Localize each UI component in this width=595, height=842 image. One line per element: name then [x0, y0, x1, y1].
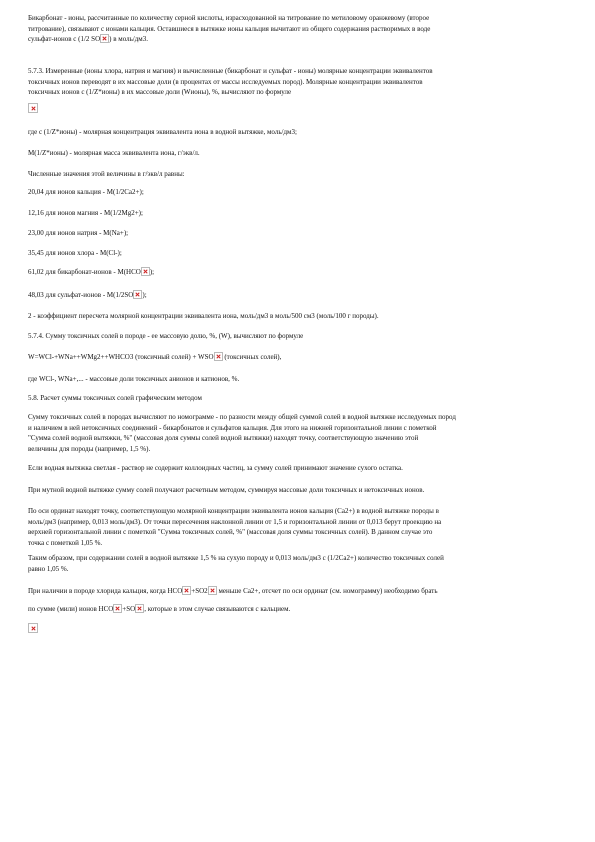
text-line-clear-extract: Если водная вытяжка светлая - раствор не содержит коллоидных частиц, за сумму солей принимают значение сухого остатка.: [28, 464, 403, 472]
paragraph-ordinate: [28, 506, 568, 548]
section-heading-5-8: 5.8. Расчет суммы токсичных солей графическим методом: [28, 394, 202, 402]
text-fragment: меньше Ca2+, отсчет по оси ординат (см. номограмму) необходимо брать: [218, 587, 438, 595]
paragraph-conclusion: [28, 553, 568, 574]
text-line: [28, 585, 568, 597]
broken-image-icon: [133, 290, 142, 299]
paragraph-nomogram: [28, 412, 568, 454]
value-sodium: 23,00 для ионов натрия - M(Na+);: [28, 229, 129, 237]
formula-image: [28, 103, 568, 115]
text-fragment: При наличии в породе хлорида кальция, когда HCO: [28, 587, 183, 595]
text-line-coefficient: 2 - коэффициент пересчета молярной концентрации эквивалента иона, моль/дм3 в моль/500 см3 (моль/100 г породы).: [28, 312, 379, 320]
text-fragment: );: [142, 291, 147, 299]
text-fragment: , которые в этом случае связываются с кальцием.: [144, 605, 291, 613]
text-fragment: 48,03 для сульфат-ионов - M(1/2SO: [28, 291, 134, 299]
value-calcium: 20,04 для ионов кальция - M(1/2Ca2+);: [28, 188, 144, 196]
broken-image-icon: [208, 586, 217, 595]
text-line: равно 1,05 %.: [28, 564, 69, 573]
text-fragment: +SO2: [191, 587, 208, 595]
broken-image-icon: [28, 103, 38, 113]
text-line: и наличием в ней нетоксичных соединений - бикарбонатов и сульфатов кальция. Для этого на нижней горизонтальной линии с пометкой: [28, 423, 437, 432]
text-line: "Сумма солей водной вытяжки, %" (массовая доля суммы солей водной вытяжки) находят точку, соответствующую значению этой: [28, 434, 419, 442]
broken-image-icon: [113, 604, 122, 613]
value-magnesium: 12,16 для ионов магния - M(1/2Mg2+);: [28, 209, 143, 217]
text-line-turbid-extract: При мутной водной вытяжке сумму солей получают расчетным методом, суммируя массовые доли токсичных и нетоксичных ионов.: [28, 486, 425, 494]
broken-image-icon: [182, 586, 191, 595]
text-line: токсичных ионов с (1/Z*ионы) в их массовые доли (Wионы), %, вычисляют по формуле: [28, 88, 292, 96]
broken-image-icon: [28, 623, 38, 633]
text-line-where-concentration: где с (1/Z*ионы) - молярная концентрация эквивалента иона в водной вытяжке, моль/дм3;: [28, 128, 297, 136]
text-fragment: (токсичных солей),: [222, 353, 282, 361]
paragraph-bicarbonate: [28, 13, 568, 45]
value-chloride: 35,45 для ионов хлора - M(Cl-);: [28, 249, 122, 257]
text-fragment: +SO: [122, 605, 136, 613]
text-fragment: );: [149, 268, 155, 276]
text-fragment: сульфат-ионов с (1/2 SO: [28, 35, 101, 43]
paragraph-calcium-chloride: [28, 585, 568, 615]
value-sulfate: [28, 290, 568, 302]
text-line: Бикарбонат - ионы, рассчитанные по количеству серной кислоты, израсходованной на титрование по метиловому оранжевому (второе: [28, 14, 430, 22]
value-bicarbonate: [28, 267, 568, 279]
formula-sum: [28, 352, 568, 364]
paragraph-5-7-3: [28, 66, 568, 98]
text-line: величины для породы (например, 1,5 %).: [28, 444, 151, 453]
text-line: [28, 34, 568, 45]
text-line-values-intro: Численные значения этой величины в г/экв/л равны:: [28, 170, 185, 178]
text-line: точка с пометкой 1,05 %.: [28, 538, 103, 547]
nomogram-image: [28, 623, 568, 635]
text-fragment: по сумме (мили) ионов HCO: [28, 605, 114, 613]
text-line: Таким образом, при содержании солей в водной вытяжке 1,5 % на сухую породу и 0,013 моль/дм3 с (1/2Ca2+) количество токсичных солей: [28, 554, 444, 562]
text-fragment: 61,02 для бикарбонат-ионов - M(HCO: [28, 268, 141, 276]
text-line-formula-where: где WCl-, WNa+,... - массовые доли токсичных анионов и катионов, %.: [28, 375, 240, 383]
text-line: токсичных ионов переводят в их массовые доли (в процентах от массы исследуемых пород). Молярные концентрации эквивалентов: [28, 77, 423, 86]
text-fragment: W=WCl-+WNa++WMg2++WHCO3 (токсичный сoлей) + WSO: [28, 353, 214, 361]
text-line: моль/дм3 (например, 0,013 моль/дм3). От точки пересечения наклонной линии от 1,5 и горизонтальной линии от 0,013 берут проекцию на: [28, 517, 442, 526]
broken-image-icon: [141, 267, 150, 276]
broken-image-icon: [135, 604, 144, 613]
text-line: [28, 603, 568, 615]
text-line-where-molar-mass: M(1/Z*ионы) - молярная масса эквивалента иона, г/экв/л.: [28, 149, 200, 157]
text-line: Сумму токсичных солей в породах вычисляют по номограмме - по разности между общей суммой солей в водной вытяжке исследуемых пород: [28, 413, 456, 421]
broken-image-icon: [100, 34, 109, 43]
text-line-5-7-4: 5.7.4. Сумму токсичных солей в породе - ее массовую долю, %, (W), вычисляют по формуле: [28, 332, 304, 340]
text-fragment: ) в моль/дм3.: [109, 35, 148, 43]
text-line: верхней горизонтальной линии с пометкой "Сумма токсичных солей, %" (массовая доля суммы токсичных солей). В данном случае это: [28, 528, 433, 536]
text-line: 5.7.3. Измеренные (ионы хлора, натрия и магния) и вычисленные (бикарбонат и сульфат - ионы) молярные концентрации эквивалентов: [28, 67, 433, 75]
text-line: титрование), связывают с ионами кальция. Оставшиеся в вытяжке ионы кальция вычитают из общего содержания растворимых в воде: [28, 24, 431, 33]
broken-image-icon: [214, 352, 223, 361]
text-line: По оси ординат находят точку, соответствующую молярной концентрации эквивалента ионов кальция (Ca2+) в водной вытяжке породы в: [28, 507, 439, 515]
